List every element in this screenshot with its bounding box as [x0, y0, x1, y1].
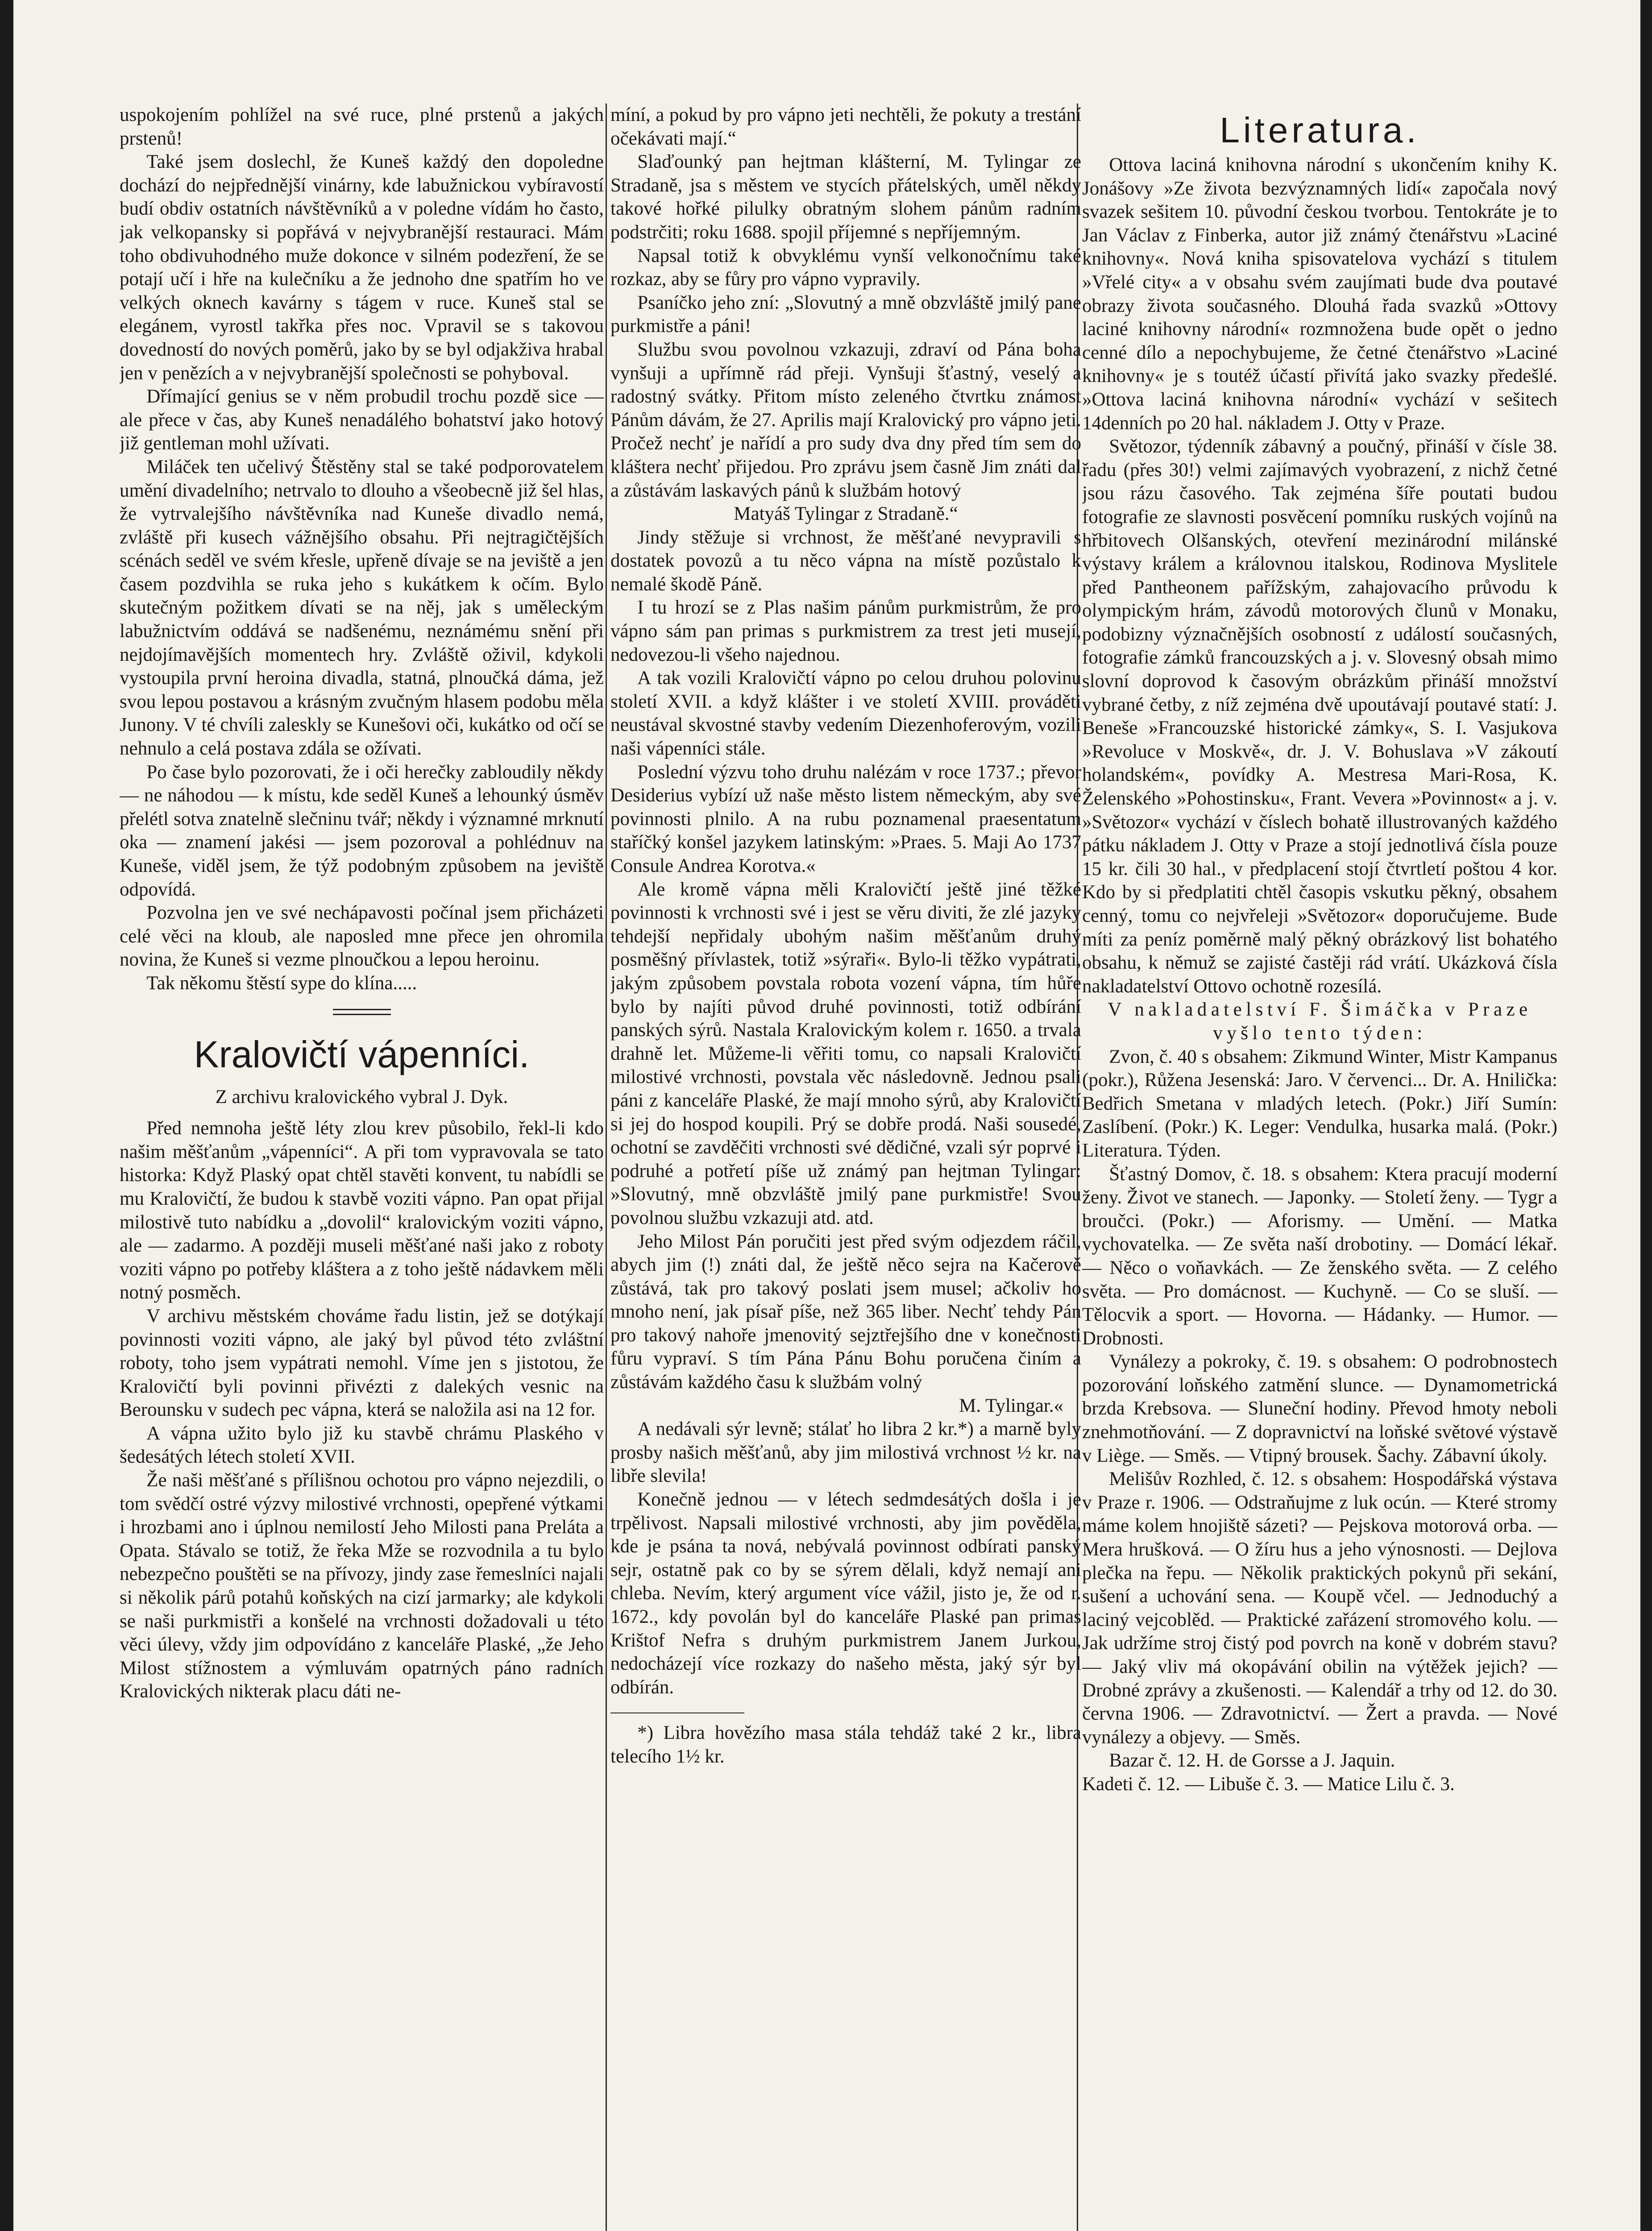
paragraph: A tak vozili Kralovičtí vápno po celou druhou polovinu století XVII. a když klášter i ve století XVIII. prováděti neustával skvostné stavby vedením Diezenhoferovým, vozili naši vápenníci stále.: [610, 668, 1081, 759]
paragraph: Napsal totiž k obvyklému vynší velkonočnímu také rozkaz, aby se fůry pro vápno vypravily.: [610, 245, 1081, 290]
letter-body: Službu svou povolnou vzkazuji, zdraví od Pána boha vynšuji a upřímně rád přeji. Vynšuji šťastný, veselý a radostný svátky. Přitom místo zeleného čtvrtku známost Pánům dávám, že 27. Aprilis mají Kralovický pro vápno jeti. Pročež nechť je nařídí a pro sudy dva dny před tím sem do kláštera nechť přijedou. Pro zprávu jsem časně Jim znáti dal a zůstávám laskavých pánů k službám hotový: [610, 339, 1081, 501]
paragraph: Před nemnoha ještě léty zlou krev působilo, řekl-li kdo našim měšťanům „vápenníci“. A při tom vypravovala se tato historka: Když Plaský opat chtěl stavěti konvent, tu nabídli se mu Kralovičtí, že budou k stavbě voziti vápno. Pan opat přijal milostivě tuto nabídku a „dovolil“ kralovickým voziti vápno, ale — zadarmo. A později museli měšťané naši jako z roboty voziti vápno po potřeby kláštera a z toho ještě nádavkem měli notný posměch.: [120, 1118, 604, 1303]
article-byline: Z archivu kralovického vybral J. Dyk.: [215, 1086, 508, 1107]
article-title: Kralovičtí vápenníci.: [194, 1033, 530, 1075]
paragraph: A vápna užito bylo již ku stavbě chrámu Plaského v šedesátých létech století XVII.: [120, 1422, 604, 1468]
scan-edge-left: [0, 0, 13, 2231]
paragraph: Konečně jednou — v létech sedmdesátých došla i je trpělivost. Napsali milostivé vrchnosti, aby jim pověděla, kde je psána ta nová, nebývalá povinnost odbírati panský sejr, ostatně pak co by se sýrem dělali, když nemají ani chleba. Nevím, který argument více vážil, jisto je, že od r. 1672., kdy povolán byl do kanceláře Plaské pan primas Krištof Nefra s druhým purkmistrem Janem Jurkou, nedocházejí více rozkazy do našeho města, jaký sýr byl odbírán.: [610, 1489, 1081, 1698]
letter-body: Jeho Milost Pán poručiti jest před svým odjezdem ráčil, abych jim (!) znáti dal, že ještě něco sejra na Kačerově zůstává, tak pro takový poslati jsem musel; ačkoliv ho mnoho není, jak písař píše, než 365 liber. Nechť tehdy Pán pro takový nahoře jmenovitý sejztřejšího dne v konečnosti fůru vypraví. S tím Pána Pánu Bohu poručena činím a zůstávám každého času k službám volný: [610, 1231, 1081, 1393]
section-title: Literatura.: [1220, 110, 1420, 150]
paragraph: Také jsem doslechl, že Kuneš každý den dopoledne dochází do nejpřednější vinárny, kde labužnickou vybíravostí budí obdiv ostatních návštěvníků a v poledne vídám ho často, jak velkopansky si popřává v nejvybranější restauraci. Mám toho obdivuhodného muže dokonce v silném podezření, že se potají učí i hře na kulečníku a že jednoho dne spatřím ho ve velkých oknech kavárny s tágem v ruce. Kuneš stal se elegánem, vyrostl takřka přes noc. Vpravil se s takovou dovedností do nových poměrů, jako by se byl odjakživa hrabal jen v penězích a v nejvybranější společnosti se pohyboval.: [120, 151, 604, 384]
review-paragraph: Ottova laciná knihovna národní s ukončením knihy K. Jonášovy »Ze života bezvýznamných lidí« započala nový svazek sešitem 10. původní českou tvorbou. Tentokráte je to Jan Václav z Finberka, autor již známý čtenářstvu »Laciné knihovny«. Nová kniha spisovatelova vychází s titulem »Vřelé city« a v obsahu svém zaujímati bude dva poutavé obrazy života současného. Dlouhá řada svazků »Ottovy laciné knihovny národní« rozmnožena bude opět o jedno cenné dílo a nepochybujeme, že četné čtenářstvo »Laciné knihovny« je s toutéž účastí přivítá jako svazky předešlé. »Ottova laciná knihovna národní« vychází v sešitech 14denních po 20 hal. nákladem J. Otty v Praze.: [1082, 154, 1557, 434]
periodical-listing: Melišův Rozhled, č. 12. s obsahem: Hospodářská výstava v Praze r. 1906. — Odstraňujme z luk ocún. — Které stromy máme kolem hnojiště sázeti? — Pejskova motorová orba. — Mera hrušková. — O žíru hus a jeho výnosnosti. — Dejlova plečka na řepu. — Několik praktických pokynů při sekání, sušení a uchování sena. — Koupě včel. — Jednoduchý a laciný vejcoblěd. — Praktické zařázení stromového kolu. — Jak udržíme stroj čistý pod povrch na koně v dobrém stavu? — Jaký vliv má okopávání obilin na výtěžek jejich? — Drobné zprávy a zkušenosti. — Kalendář a trhy od 12. do 30. června 1906. — Zdravotnictví. — Žert a pravda. — Nové vynálezy a objevy. — Směs.: [1082, 1468, 1557, 1748]
paragraph: Ale kromě vápna měli Kralovičtí ještě jiné těžké povinnosti k vrchnosti své i jest se věru diviti, že zlé jazyky tehdejší nepřidaly ubohým našim měšťanům druhý posměšný přívlastek, totiž »sýraři«. Bylo-li těžko vypátrati, jakým způsobem povstala robota vození vápna, tím hůře bylo by najíti původ druhé povinnosti, totiž odbírání panských sýrů. Nastala Kralovickým kolem r. 1650. a trvala drahně let. Můžeme-li věřiti tomu, co napsali Kralovičtí milostivé vrchnosti, povstala věc následovně. Jednou psali páni z kanceláře Plaské, že mají mnoho sýrů, aby Kralovičtí si jej do hospod koupili. Prý se dobře prodá. Naši sousedé, ochotní se zavděčiti vrchnosti své dědičné, vzali sýr poprvé i podruhé a potřetí píše už známý pan hejtman Tylingar: »Slovutný, mně obzvláště jmilý pane purkmistře! Svou povolnou službu vzkazuji atd. atd.: [610, 879, 1081, 1228]
section-divider: [333, 1009, 391, 1015]
story-continuation: uspokojením pohlížel na své ruce, plné prstenů a jakých prstenů!: [120, 104, 604, 149]
letter-signature: Matyáš Tylingar z Stradaně.“: [734, 503, 958, 525]
paragraph: A nedávali sýr levně; stálať ho libra 2 kr.*) a marně byly prosby našich měšťanů, aby jim milostivá vrchnost ½ kr. na libře slevila!: [610, 1418, 1081, 1487]
paragraph: Dřímající genius se v něm probudil trochu pozdě sice — ale přece v čas, aby Kuneš nenadálého bohatství jako hotový již gentleman mohl užívati.: [120, 386, 604, 454]
letter-signature: M. Tylingar.«: [959, 1395, 1063, 1416]
paragraph: V archivu městském chováme řadu listin, jež se dotýkají povinnosti voziti vápno, ale jaký byl původ této zvláštní roboty, toho jsem vypátrati nemohl. Víme jen s jistotou, že Kralovičtí byli povinni přivézti z dalekých vesnic na Berounsku v sudech pec vápna, která se naložila asi na 12 for.: [120, 1305, 604, 1421]
periodical-listing: Zvon, č. 40 s obsahem: Zikmund Winter, Mistr Kampanus (pokr.), Růžena Jesenská: Jaro. V červenci... Dr. A. Hnilička: Bedřich Smetana v mladých letech. (Pokr.) Jiří Sumín: Zaslíbení. (Pokr.) K. Leger: Vendulka, husarka malá. (Pokr.) Literatura. Týden.: [1082, 1046, 1557, 1161]
paragraph: Poslední výzvu toho druhu nalézám v roce 1737.; převor Desiderius vybízí už naše město listem německým, aby své povinnosti plnilo. A na rubu poznamenal praesentatum staříčký konšel jazykem latinským: »Praes. 5. Maji Ao 1737 Consule Andrea Korotva.«: [610, 761, 1081, 876]
publisher-notice: V nakladatelství F. Šimáčka v Praze vyšlo tento týden:: [1108, 999, 1532, 1044]
paragraph: Pozvolna jen ve své nechápavosti počínal jsem přicházeti celé věci na kloub, ale naposled mne přece jen ohromila novina, že Kuneš si vezme plnoučkou a lepou heroinu.: [120, 902, 604, 970]
letter-salutation: Psaníčko jeho zní: „Slovutný a mně obzvláště jmilý pane purkmistře a páni!: [610, 292, 1081, 337]
periodical-listing: Kadeti č. 12. — Libuše č. 3. — Matice Lilu č. 3.: [1082, 1773, 1455, 1795]
paragraph: Že naši měšťané s přílišnou ochotou pro vápno nejezdili, o tom svědčí ostré výzvy milostivé vrchnosti, opepřené výtkami i hrozbami ano i úplnou nemilostí Jeho Milosti pana Preláta a Opata. Stávalo se totiž, že řeka Mže se rozvodnila a tu bylo nebezpečno pouštěti se na přívozy, jindy zase řemeslníci najali si několik párů potahů koňských na cizí jarmarky; ale kdykoli se naši purkmistři a konšelé na vrchnosti dožadovali u této věci úlevy, vždy jim odpovídáno z kanceláře Plaské, „že Jeho Milost stížnostem a výmluvám opatrných páno radních Kralovických nikterak placu dáti ne-: [120, 1470, 604, 1702]
paragraph: Slaďounký pan hejtman klášterní, M. Tylingar ze Stradaně, jsa s městem ve stycích přátelských, uměl někdy takové hořké pilulky obratným slohem pánům radním podstrčiti; roku 1688. spojil příjemné s nepříjemným.: [610, 151, 1081, 243]
scan-edge-right: [1640, 0, 1652, 2231]
column-rule-left: [606, 104, 607, 2231]
paragraph: I tu hrozí se z Plas našim pánům purkmistrům, že pro vápno sám pan primas s purkmistrem za trest jeti musejí, nedovezou-li všeho najednou.: [610, 597, 1081, 665]
column-3: [1082, 104, 1557, 2231]
periodical-listing: Bazar č. 12. H. de Gorsse a J. Jaquin.: [1109, 1750, 1395, 1771]
paragraph: Jindy stěžuje si vrchnost, že měšťané nevypravili s dostatek povozů a tu něco vápna na místě pozůstalo k nemalé škodě Páně.: [610, 527, 1081, 595]
column-1: [120, 104, 604, 2231]
periodical-listing: Šťastný Domov, č. 18. s obsahem: Ktera pracují moderní ženy. Život ve stanech. — Japonky. — Století ženy. — Tygr a broučci. (Pokr.) — Aforismy. — Umění. — Matka vychovatelka. — Ze světa naší drobotiny. — Domácí lékař. — Něco o voňavkách. — Ze ženského světa. — Z celého světa. — Pro domácnost. — Kuchyně. — Co se sluší. — Tělocvik a sport. — Hovorna. — Hádanky. — Humor. — Drobnosti.: [1082, 1163, 1557, 1349]
column-2: [610, 104, 1081, 2231]
story-ending: Tak někomu štěstí sype do klína.....: [146, 972, 417, 994]
periodical-listing: Vynálezy a pokroky, č. 19. s obsahem: O podrobnostech pozorování loňského zatmění slunce. — Dynamometrická brzda Krebsova. — Sluneční hodiny. Převod hmoty neboli znehmotňování. — Z dopravnictví na loňské světové výstavě v Liège. — Směs. — Vtipný brousek. Šachy. Zábavní úkoly.: [1082, 1351, 1557, 1466]
paragraph: Po čase bylo pozorovati, že i oči herečky zabloudily někdy — ne náhodou — k místu, kde seděl Kuneš a lehounký úsměv přelétl sotva znatelně slečninu tvář; někdy i významné mrknutí oka — znamení jakési — jsem pozoroval a pohlédnuv na Kuneše, viděl jsem, že týž podobným způsobem na jeviště odpovídá.: [120, 761, 604, 900]
footnote: *) Libra hovězího masa stála tehdáž také 2 kr., libra telecího 1½ kr.: [610, 1722, 1081, 1767]
review-paragraph: Světozor, týdenník zábavný a poučný, přináší v čísle 38. řadu (přes 30!) velmi zajímavých vyobrazení, z nichž četné jsou rázu časového. Tak zejména šíře poutati budou fotografie ze slavnosti posvěcení pomníku ruských vojínů na hřbitovech Olšanských, otevření mezinárodní milánské výstavy králem a královnou italskou, Rodinova Myslitele před Pantheonem pařížským, zahajovacího průvodu k olympickým hrám, závodů motorových člunů v Monaku, podobizny význačnějších osobností z událostí současných, fotografie zámků francouzských a j. v. Slovesný obsah mimo slovní doprovod k časovým obrázkům přináší množství vybrané četby, z níž zejména dvě upoutávají poutavé statí: J. Beneše »Francouzské historické zámky«, S. I. Vasjukova »Revoluce v Moskvě«, dr. J. V. Bohuslava »V zákoutí holandském«, povídky A. Mestresa Mari-Rosa, K. Želenského »Pohostinsku«, Frant. Vevera »Povinnost« a j. v. »Světozor« vychází v číslech bohatě illustrovaných každého pátku nákladem J. Otty v Praze a stojí jednotlivá čísla pouze 15 kr. čili 30 hal., v předplacení stojí čtvrtletí poštou 4 kor. Kdo by si předplatiti chtěl časopis vskutku pěkný, obsahem cenný, tomu co nejvřeleji »Světozor« doporučujeme. Bude míti za peníz poměrně malý pěkný obrázkový list bohatého obsahu, k němuž se zajisté častěji rád vrátí. Ukázková čísla nakladatelství Ottovo ochotně rozesílá.: [1082, 436, 1557, 997]
paragraph: Miláček ten učelivý Štěstěny stal se také podporovatelem umění divadelního; netrvalo to dlouho a všeobecně již šel hlas, že vytrvalejšího návštěvníka nad Kuneše divadlo nemá, zvláště při kusech vážnějšího obsahu. Při nejtragičtějších scénách seděl ve svém křesle, upřeně dívaje se na jeviště a jen časem pozdvihla se ruka jeho s kukátkem k očím. Bylo skutečným požitkem dívati se na něj, jak s uměleckým labužnictvím oddává se nadšenému, neznámému snění při nejdojímavějších momentech hry. Zvláště oživil, kdykoli vystoupila první heroina divadla, statná, plnoučká dáma, jež svou lepou postavou a krásným zvučným hlasem podobu měla Junony. V té chvíli zaleskly se Kunešovi oči, kukátko od očí se nehnulo a celá postava zdála se ožívati.: [120, 456, 604, 759]
paragraph: míní, a pokud by pro vápno jeti nechtěli, že pokuty a trestání očekávati mají.“: [610, 104, 1081, 149]
